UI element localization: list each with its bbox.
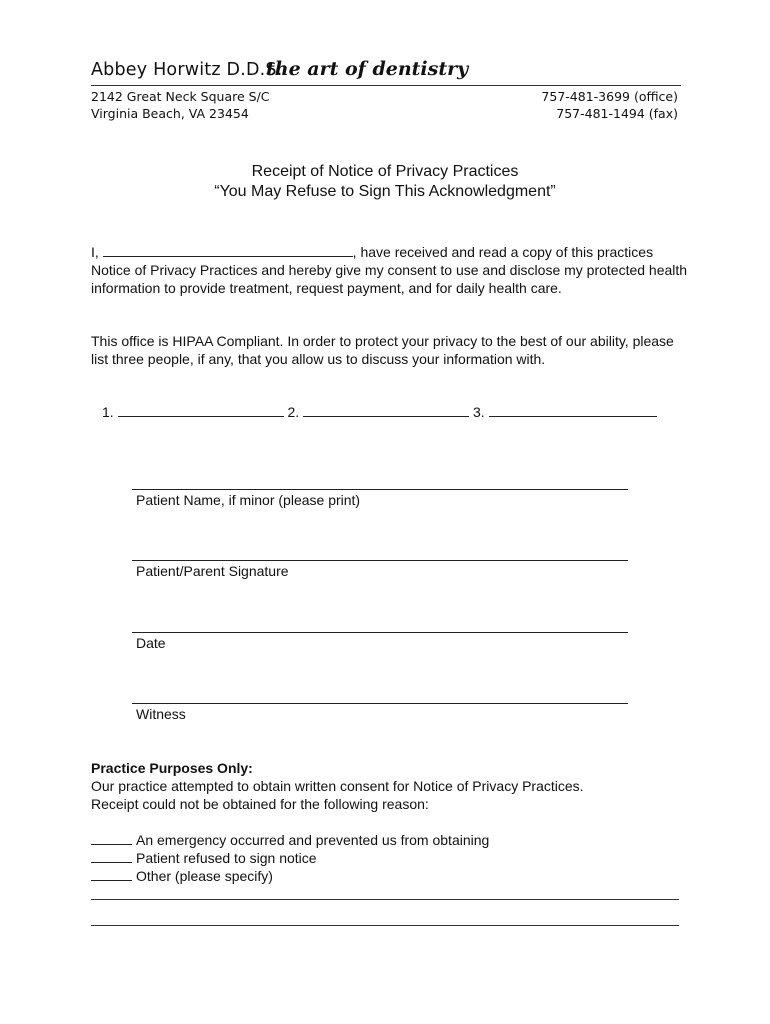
- header-rule: [91, 85, 681, 86]
- person-2-blank[interactable]: [303, 402, 469, 417]
- witness-label: Witness: [136, 706, 186, 722]
- reason-item: [91, 849, 489, 867]
- reason-other-blank[interactable]: [91, 867, 132, 881]
- consent-paragraph: [91, 242, 691, 297]
- people-number-2: 2.: [287, 404, 300, 420]
- practice-purposes-text: [91, 777, 691, 813]
- hipaa-paragraph: This office is HIPAA Compliant. In order to protect your privacy to the best of our ability, please list three people, if any, that you allow us to discuss your information with.: [91, 333, 674, 367]
- person-3-blank[interactable]: [489, 402, 657, 417]
- authorized-people-list: [102, 402, 657, 420]
- patient-name-line[interactable]: [132, 489, 628, 490]
- practice-name: Abbey Horwitz D.D.S.: [91, 60, 283, 80]
- address-block: [91, 88, 270, 122]
- form-subtitle: “You May Refuse to Sign This Acknowledgment”: [214, 183, 556, 200]
- reason-emergency-label: An emergency occurred and prevented us from obtaining: [136, 832, 490, 848]
- witness-line[interactable]: [132, 703, 628, 704]
- reason-emergency-blank[interactable]: [91, 831, 132, 845]
- reason-other-label: Other (please specify): [136, 868, 273, 884]
- consent-rest: Notice of Privacy Practices and hereby give my consent to use and disclose my protected health information to provide treatment, request payment, and for daily health care.: [91, 262, 688, 296]
- date-label: Date: [136, 635, 166, 651]
- person-1-blank[interactable]: [118, 402, 284, 417]
- specify-line-1[interactable]: [91, 899, 679, 900]
- address-line-1: 2142 Great Neck Square S/C: [91, 89, 270, 104]
- reasons-list: [91, 831, 489, 885]
- practice-purposes-heading: Practice Purposes Only:: [91, 760, 253, 776]
- address-line-2: Virginia Beach, VA 23454: [91, 106, 249, 121]
- reason-item: [91, 831, 489, 849]
- practice-purposes-line-2: Receipt could not be obtained for the following reason:: [91, 796, 429, 812]
- people-number-3: 3.: [472, 404, 485, 420]
- signature-label: Patient/Parent Signature: [136, 563, 289, 579]
- patient-name-blank[interactable]: [103, 242, 353, 257]
- specify-line-2[interactable]: [91, 925, 679, 926]
- phone-block: [541, 88, 678, 122]
- consent-line1: , have received and read a copy of this practices: [352, 244, 654, 260]
- date-line[interactable]: [132, 632, 628, 633]
- phone-office: 757-481-3699 (office): [541, 89, 678, 104]
- form-title: Receipt of Notice of Privacy Practices: [251, 163, 519, 180]
- reason-refused-blank[interactable]: [91, 849, 132, 863]
- reason-item: [91, 867, 489, 885]
- signature-line[interactable]: [132, 560, 628, 561]
- consent-prefix: I,: [91, 244, 99, 260]
- phone-fax: 757-481-1494 (fax): [556, 106, 678, 121]
- practice-purposes-line-1: Our practice attempted to obtain written consent for Notice of Privacy Practices.: [91, 778, 584, 794]
- practice-tagline: the art of dentistry: [266, 58, 469, 80]
- people-number-1: 1.: [102, 404, 114, 420]
- reason-refused-label: Patient refused to sign notice: [136, 850, 317, 866]
- patient-name-label: Patient Name, if minor (please print): [136, 492, 361, 508]
